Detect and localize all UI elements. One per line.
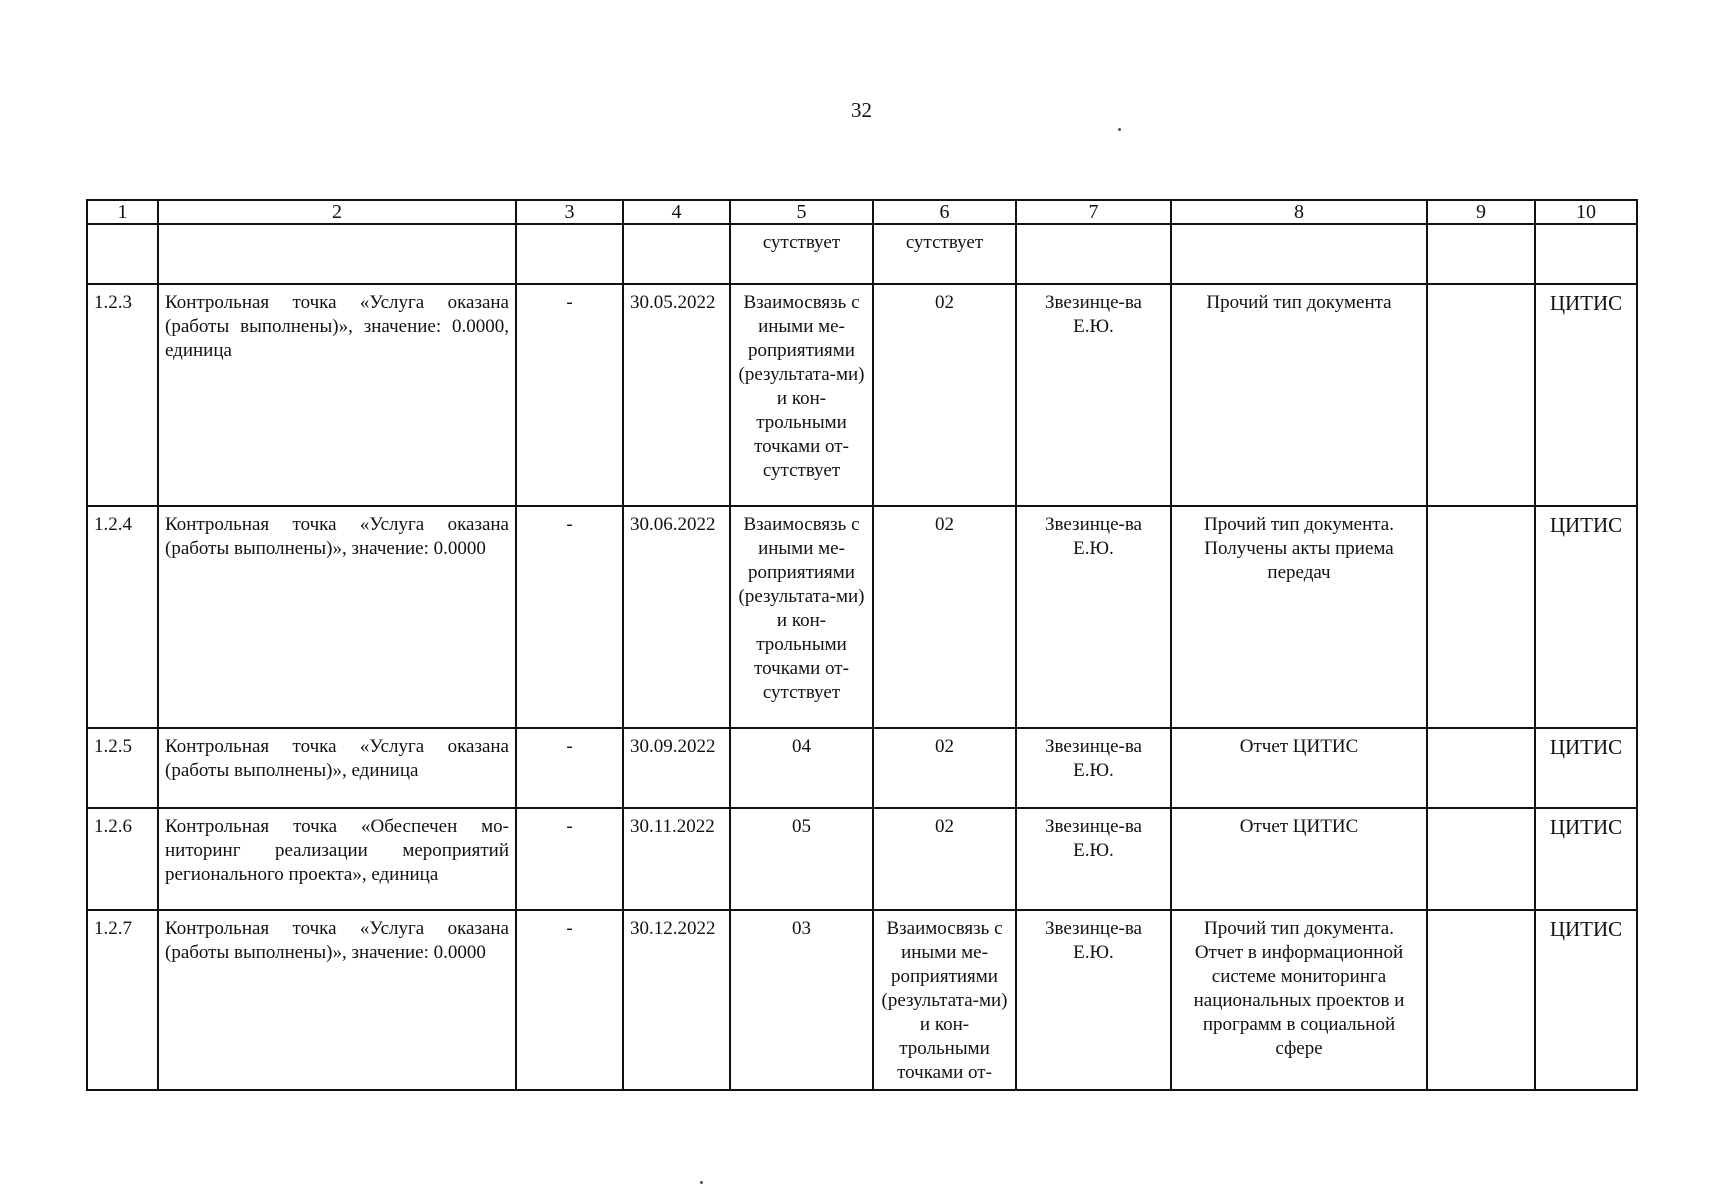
- col5-value: 04: [730, 728, 873, 808]
- empty-cell: [1171, 224, 1427, 284]
- table-row: [87, 728, 1637, 808]
- scan-speck: [1118, 128, 1121, 131]
- organization: ЦИТИС: [1535, 284, 1637, 506]
- col9-value: [1427, 808, 1535, 910]
- table-row: [87, 910, 1637, 1090]
- table-row: [87, 808, 1637, 910]
- header-cell: 1: [87, 200, 158, 224]
- responsible-person: Звезинце-ва Е.Ю.: [1016, 808, 1171, 910]
- organization: ЦИТИС: [1535, 506, 1637, 728]
- document-type: Прочий тип документа: [1171, 284, 1427, 506]
- col3-value: -: [516, 808, 623, 910]
- responsible-person: Звезинце-ва Е.Ю.: [1016, 910, 1171, 1090]
- row-number: 1.2.4: [87, 506, 158, 728]
- empty-cell: [1427, 224, 1535, 284]
- header-cell: 9: [1427, 200, 1535, 224]
- col3-value: -: [516, 284, 623, 506]
- header-cell: 6: [873, 200, 1016, 224]
- col9-value: [1427, 506, 1535, 728]
- col3-value: -: [516, 506, 623, 728]
- col6-value: Взаимосвязь с иными ме-роприятиями (результата-ми) и кон-трольными точками от-: [873, 910, 1016, 1090]
- organization: ЦИТИС: [1535, 910, 1637, 1090]
- due-date: 30.05.2022: [623, 284, 730, 506]
- control-point-name: Контрольная точка «Обеспечен мо-ниторинг реализации мероприятий регионального проекта», единица: [158, 808, 516, 910]
- col5-value: 03: [730, 910, 873, 1090]
- document-type: Прочий тип документа. Отчет в информационной системе мониторинга национальных проектов и программ в социальной сфере: [1171, 910, 1427, 1090]
- col9-value: [1427, 910, 1535, 1090]
- due-date: 30.09.2022: [623, 728, 730, 808]
- document-type: Отчет ЦИТИС: [1171, 728, 1427, 808]
- col6-value: 02: [873, 506, 1016, 728]
- document-type: Прочий тип документа. Получены акты приема передач: [1171, 506, 1427, 728]
- col9-value: [1427, 728, 1535, 808]
- header-row: [87, 200, 1637, 224]
- organization: ЦИТИС: [1535, 728, 1637, 808]
- continuation-row: [87, 224, 1637, 284]
- header-cell: 2: [158, 200, 516, 224]
- col6-value: 02: [873, 728, 1016, 808]
- empty-cell: [516, 224, 623, 284]
- header-cell: 4: [623, 200, 730, 224]
- header-cell: 3: [516, 200, 623, 224]
- table-row: [87, 284, 1637, 506]
- scan-speck: [700, 1181, 703, 1184]
- row-number: 1.2.5: [87, 728, 158, 808]
- control-point-name: Контрольная точка «Услуга оказана (работы выполнены)», значение: 0.0000, единица: [158, 284, 516, 506]
- empty-cell: [87, 224, 158, 284]
- col5-value: Взаимосвязь с иными ме-роприятиями (результата-ми) и кон-трольными точками от-сутствует: [730, 506, 873, 728]
- due-date: 30.12.2022: [623, 910, 730, 1090]
- header-cell: 8: [1171, 200, 1427, 224]
- control-point-name: Контрольная точка «Услуга оказана (работы выполнены)», значение: 0.0000: [158, 506, 516, 728]
- header-cell: 5: [730, 200, 873, 224]
- col5-value: Взаимосвязь с иными ме-роприятиями (результата-ми) и кон-трольными точками от-сутствует: [730, 284, 873, 506]
- due-date: 30.06.2022: [623, 506, 730, 728]
- control-points-table: [86, 199, 1638, 1091]
- page-number: 32: [851, 98, 872, 122]
- control-point-name: Контрольная точка «Услуга оказана (работы выполнены)», единица: [158, 728, 516, 808]
- empty-cell: [1535, 224, 1637, 284]
- header-cell: 10: [1535, 200, 1637, 224]
- empty-cell: [158, 224, 516, 284]
- header-cell: 7: [1016, 200, 1171, 224]
- organization: ЦИТИС: [1535, 808, 1637, 910]
- col9-value: [1427, 284, 1535, 506]
- col6-value: 02: [873, 284, 1016, 506]
- col5-value: 05: [730, 808, 873, 910]
- control-point-name: Контрольная точка «Услуга оказана (работы выполнены)», значение: 0.0000: [158, 910, 516, 1090]
- col3-value: -: [516, 910, 623, 1090]
- responsible-person: Звезинце-ва Е.Ю.: [1016, 284, 1171, 506]
- due-date: 30.11.2022: [623, 808, 730, 910]
- col6-value: 02: [873, 808, 1016, 910]
- document-type: Отчет ЦИТИС: [1171, 808, 1427, 910]
- table-row: [87, 506, 1637, 728]
- row-number: 1.2.3: [87, 284, 158, 506]
- row-number: 1.2.7: [87, 910, 158, 1090]
- empty-cell: [1016, 224, 1171, 284]
- continuation-cell-col5: сутствует: [730, 224, 873, 284]
- empty-cell: [623, 224, 730, 284]
- row-number: 1.2.6: [87, 808, 158, 910]
- responsible-person: Звезинце-ва Е.Ю.: [1016, 728, 1171, 808]
- continuation-cell-col6: сутствует: [873, 224, 1016, 284]
- responsible-person: Звезинце-ва Е.Ю.: [1016, 506, 1171, 728]
- col3-value: -: [516, 728, 623, 808]
